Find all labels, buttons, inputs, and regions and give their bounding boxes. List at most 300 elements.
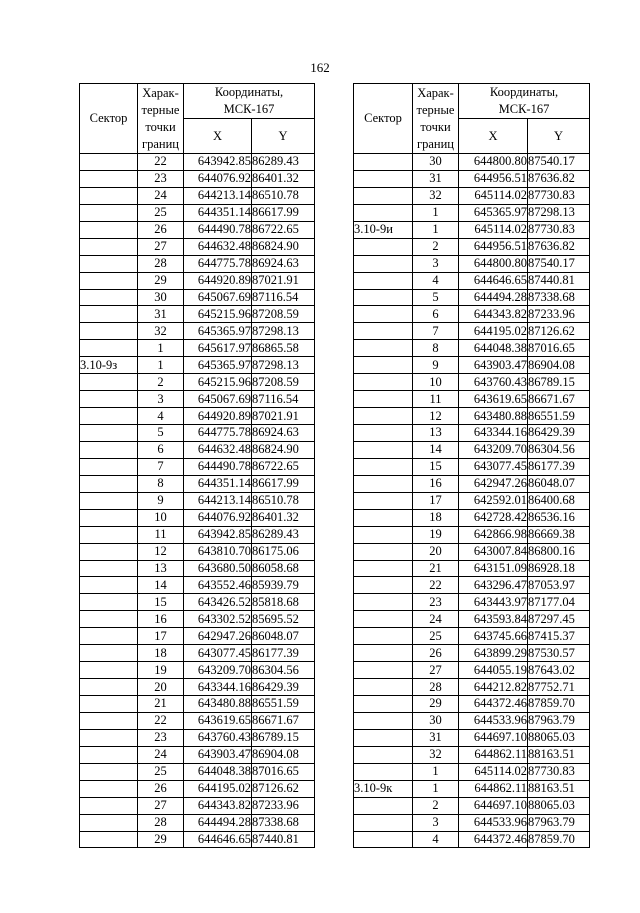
y-cell: 86928.18 — [528, 560, 590, 577]
sector-cell — [80, 492, 138, 509]
table-row — [354, 831, 590, 848]
point-cell: 4 — [138, 408, 184, 425]
y-cell: 86669.38 — [528, 526, 590, 543]
y-cell: 86401.32 — [252, 509, 315, 526]
sector-cell — [80, 577, 138, 594]
table-row — [80, 255, 315, 272]
table-row — [354, 712, 590, 729]
x-cell: 642728.42 — [459, 509, 528, 526]
table-row — [354, 425, 590, 442]
sector-cell — [354, 255, 413, 272]
y-cell: 86510.78 — [252, 492, 315, 509]
table-row — [354, 628, 590, 645]
point-cell: 32 — [413, 187, 459, 204]
x-cell: 643209.70 — [184, 662, 252, 679]
table-row — [354, 797, 590, 814]
x-cell: 645067.69 — [184, 289, 252, 306]
sector-cell — [354, 543, 413, 560]
x-cell: 643151.09 — [459, 560, 528, 577]
y-cell: 86789.15 — [252, 729, 315, 746]
y-cell: 87233.96 — [252, 797, 315, 814]
point-cell: 30 — [413, 712, 459, 729]
y-cell: 87233.96 — [528, 306, 590, 323]
point-cell: 32 — [413, 746, 459, 763]
table-row — [80, 492, 315, 509]
x-cell: 643593.84 — [459, 611, 528, 628]
point-cell: 5 — [138, 425, 184, 442]
y-cell: 85818.68 — [252, 594, 315, 611]
sector-cell — [354, 594, 413, 611]
y-cell: 87963.79 — [528, 712, 590, 729]
table-row — [354, 746, 590, 763]
x-cell: 644775.78 — [184, 255, 252, 272]
sector-cell — [80, 221, 138, 238]
table-row — [80, 729, 315, 746]
x-cell: 643296.47 — [459, 577, 528, 594]
sector-cell — [354, 797, 413, 814]
x-cell: 643077.45 — [459, 458, 528, 475]
y-cell: 87530.57 — [528, 645, 590, 662]
point-cell: 28 — [413, 679, 459, 696]
x-cell: 643552.46 — [184, 577, 252, 594]
x-cell: 644646.65 — [459, 272, 528, 289]
table-row — [354, 594, 590, 611]
table-row — [80, 475, 315, 492]
page-number: 162 — [310, 60, 330, 75]
point-cell: 3 — [413, 255, 459, 272]
x-cell: 643302.52 — [184, 611, 252, 628]
sector-cell — [80, 238, 138, 255]
sector-cell — [354, 526, 413, 543]
y-cell: 87208.59 — [252, 374, 315, 391]
x-cell: 644956.51 — [459, 170, 528, 187]
table-row — [80, 763, 315, 780]
point-cell: 28 — [138, 255, 184, 272]
x-cell: 644533.96 — [459, 814, 528, 831]
point-cell: 31 — [413, 729, 459, 746]
header-x: X — [184, 119, 252, 154]
y-cell: 86722.65 — [252, 458, 315, 475]
point-cell: 25 — [138, 204, 184, 221]
sector-cell — [80, 543, 138, 560]
table-row — [354, 729, 590, 746]
table-row — [80, 306, 315, 323]
table-row — [354, 662, 590, 679]
table-row — [80, 662, 315, 679]
table-row — [354, 509, 590, 526]
sector-cell — [80, 797, 138, 814]
sector-cell — [80, 374, 138, 391]
table-row — [354, 475, 590, 492]
y-cell: 87053.97 — [528, 577, 590, 594]
y-cell: 86429.39 — [528, 425, 590, 442]
sector-cell — [354, 441, 413, 458]
sector-cell — [354, 763, 413, 780]
x-cell: 644920.89 — [184, 408, 252, 425]
table-row — [354, 154, 590, 171]
y-cell: 87338.68 — [528, 289, 590, 306]
sector-cell — [80, 204, 138, 221]
y-cell: 87208.59 — [252, 306, 315, 323]
x-cell: 644956.51 — [459, 238, 528, 255]
x-cell: 643480.88 — [184, 696, 252, 713]
x-cell: 645114.02 — [459, 763, 528, 780]
header-coords: Координаты, МСК-167 — [459, 84, 590, 119]
sector-cell — [80, 475, 138, 492]
sector-cell — [354, 272, 413, 289]
table-row — [354, 577, 590, 594]
point-cell: 11 — [413, 391, 459, 408]
sector-cell — [354, 425, 413, 442]
table-row — [354, 238, 590, 255]
sector-cell — [80, 441, 138, 458]
y-cell: 87440.81 — [252, 831, 315, 848]
table-row — [354, 170, 590, 187]
y-cell: 86510.78 — [252, 187, 315, 204]
sector-cell — [80, 679, 138, 696]
y-cell: 87440.81 — [528, 272, 590, 289]
coordinates-table-left — [79, 83, 315, 848]
sector-cell — [354, 696, 413, 713]
table-row — [80, 441, 315, 458]
point-cell: 1 — [138, 340, 184, 357]
y-cell: 86671.67 — [528, 391, 590, 408]
header-points: Харак- терные точки границ — [138, 84, 184, 154]
table-row — [354, 814, 590, 831]
y-cell: 86824.90 — [252, 238, 315, 255]
x-cell: 644372.46 — [459, 831, 528, 848]
y-cell: 87297.45 — [528, 611, 590, 628]
x-cell: 644490.78 — [184, 458, 252, 475]
sector-cell — [354, 357, 413, 374]
sector-cell — [354, 187, 413, 204]
table-row — [354, 357, 590, 374]
sector-cell — [80, 170, 138, 187]
table-row — [354, 272, 590, 289]
point-cell: 6 — [413, 306, 459, 323]
sector-cell — [80, 425, 138, 442]
x-cell: 643810.70 — [184, 543, 252, 560]
x-cell: 644343.82 — [459, 306, 528, 323]
point-cell: 26 — [413, 645, 459, 662]
x-cell: 643426.52 — [184, 594, 252, 611]
y-cell: 87730.83 — [528, 187, 590, 204]
point-cell: 18 — [413, 509, 459, 526]
sector-cell — [80, 289, 138, 306]
table-row — [354, 645, 590, 662]
x-cell: 644632.48 — [184, 238, 252, 255]
table-row — [354, 780, 590, 797]
y-cell: 86058.68 — [252, 560, 315, 577]
x-cell: 644055.19 — [459, 662, 528, 679]
point-cell: 24 — [138, 187, 184, 204]
point-cell: 12 — [138, 543, 184, 560]
sector-cell — [354, 746, 413, 763]
sector-cell — [80, 272, 138, 289]
point-cell: 29 — [413, 696, 459, 713]
y-cell: 86789.15 — [528, 374, 590, 391]
point-cell: 8 — [138, 475, 184, 492]
x-cell: 643480.88 — [459, 408, 528, 425]
coordinates-table-right — [353, 83, 590, 848]
x-cell: 645114.02 — [459, 221, 528, 238]
x-cell: 644351.14 — [184, 475, 252, 492]
table-row — [80, 712, 315, 729]
table-row — [354, 187, 590, 204]
y-cell: 86048.07 — [528, 475, 590, 492]
table-row — [80, 357, 315, 374]
point-cell: 20 — [413, 543, 459, 560]
y-cell: 87636.82 — [528, 238, 590, 255]
x-cell: 643344.16 — [184, 679, 252, 696]
header-points: Харак- терные точки границ — [413, 84, 459, 154]
y-cell: 86551.59 — [528, 408, 590, 425]
sector-cell — [80, 408, 138, 425]
point-cell: 16 — [413, 475, 459, 492]
point-cell: 9 — [413, 357, 459, 374]
table-row — [354, 255, 590, 272]
point-cell: 30 — [138, 289, 184, 306]
header-y: Y — [528, 119, 590, 154]
x-cell: 644775.78 — [184, 425, 252, 442]
x-cell: 643745.66 — [459, 628, 528, 645]
point-cell: 3 — [138, 391, 184, 408]
x-cell: 644800.80 — [459, 154, 528, 171]
x-cell: 644533.96 — [459, 712, 528, 729]
x-cell: 644048.38 — [459, 340, 528, 357]
sector-cell — [80, 340, 138, 357]
point-cell: 25 — [413, 628, 459, 645]
x-cell: 643619.65 — [184, 712, 252, 729]
y-cell: 87116.54 — [252, 391, 315, 408]
x-cell: 644213.14 — [184, 187, 252, 204]
x-cell: 645215.96 — [184, 374, 252, 391]
sector-cell — [354, 408, 413, 425]
point-cell: 26 — [138, 221, 184, 238]
x-cell: 644920.89 — [184, 272, 252, 289]
point-cell: 18 — [138, 645, 184, 662]
point-cell: 4 — [413, 272, 459, 289]
table-row — [80, 238, 315, 255]
table-body-left — [80, 154, 315, 848]
header-y: Y — [252, 119, 315, 154]
sector-cell — [80, 187, 138, 204]
table-row — [354, 526, 590, 543]
x-cell: 645365.97 — [459, 204, 528, 221]
point-cell: 27 — [138, 238, 184, 255]
table-row — [354, 374, 590, 391]
point-cell: 19 — [413, 526, 459, 543]
y-cell: 86824.90 — [252, 441, 315, 458]
table-row — [354, 340, 590, 357]
point-cell: 2 — [138, 374, 184, 391]
x-cell: 642947.26 — [184, 628, 252, 645]
table-row — [354, 458, 590, 475]
sector-cell — [354, 458, 413, 475]
y-cell: 87126.62 — [252, 780, 315, 797]
sector-cell — [354, 662, 413, 679]
sector-cell — [80, 458, 138, 475]
table-row — [354, 289, 590, 306]
x-cell: 643760.43 — [184, 729, 252, 746]
point-cell: 6 — [138, 441, 184, 458]
x-cell: 644213.14 — [184, 492, 252, 509]
point-cell: 15 — [413, 458, 459, 475]
point-cell: 30 — [413, 154, 459, 171]
table-row — [80, 543, 315, 560]
y-cell: 86924.63 — [252, 255, 315, 272]
x-cell: 645365.97 — [184, 323, 252, 340]
x-cell: 643077.45 — [184, 645, 252, 662]
x-cell: 644632.48 — [184, 441, 252, 458]
x-cell: 644212.82 — [459, 679, 528, 696]
table-row — [80, 154, 315, 171]
point-cell: 23 — [413, 594, 459, 611]
point-cell: 5 — [413, 289, 459, 306]
point-cell: 10 — [138, 509, 184, 526]
x-cell: 642866.98 — [459, 526, 528, 543]
point-cell: 1 — [138, 357, 184, 374]
table-row — [80, 340, 315, 357]
x-cell: 644494.28 — [184, 814, 252, 831]
sector-cell — [354, 492, 413, 509]
point-cell: 1 — [413, 204, 459, 221]
table-row — [80, 509, 315, 526]
table-row — [80, 645, 315, 662]
table-row — [80, 797, 315, 814]
x-cell: 644646.65 — [184, 831, 252, 848]
sector-cell: 3.10-9и — [354, 221, 413, 238]
sector-cell — [354, 340, 413, 357]
x-cell: 643443.97 — [459, 594, 528, 611]
y-cell: 87752.71 — [528, 679, 590, 696]
table-row — [80, 458, 315, 475]
y-cell: 86177.39 — [252, 645, 315, 662]
x-cell: 645617.97 — [184, 340, 252, 357]
table-row — [80, 780, 315, 797]
x-cell: 644697.10 — [459, 729, 528, 746]
sector-cell — [354, 323, 413, 340]
y-cell: 86289.43 — [252, 526, 315, 543]
y-cell: 86800.16 — [528, 543, 590, 560]
point-cell: 21 — [138, 696, 184, 713]
x-cell: 643344.16 — [459, 425, 528, 442]
table-body-right — [354, 154, 590, 848]
y-cell: 86904.08 — [528, 357, 590, 374]
sector-cell — [80, 814, 138, 831]
point-cell: 23 — [138, 729, 184, 746]
y-cell: 88163.51 — [528, 746, 590, 763]
y-cell: 87126.62 — [528, 323, 590, 340]
table-row — [354, 441, 590, 458]
table-row — [80, 611, 315, 628]
y-cell: 87298.13 — [252, 357, 315, 374]
table-row — [80, 374, 315, 391]
point-cell: 19 — [138, 662, 184, 679]
y-cell: 87730.83 — [528, 221, 590, 238]
table-row — [80, 696, 315, 713]
sector-cell — [80, 662, 138, 679]
y-cell: 87730.83 — [528, 763, 590, 780]
point-cell: 2 — [413, 797, 459, 814]
table-row — [354, 323, 590, 340]
table-row — [80, 187, 315, 204]
x-cell: 644862.11 — [459, 780, 528, 797]
table-row — [80, 408, 315, 425]
header-coords: Координаты, МСК-167 — [184, 84, 315, 119]
sector-cell — [80, 712, 138, 729]
sector-cell — [354, 831, 413, 848]
x-cell: 643942.85 — [184, 526, 252, 543]
x-cell: 644490.78 — [184, 221, 252, 238]
point-cell: 10 — [413, 374, 459, 391]
point-cell: 29 — [138, 272, 184, 289]
x-cell: 642947.26 — [459, 475, 528, 492]
sector-cell — [80, 729, 138, 746]
y-cell: 87338.68 — [252, 814, 315, 831]
table-row — [354, 611, 590, 628]
table-row — [80, 560, 315, 577]
table-row — [354, 543, 590, 560]
y-cell: 88065.03 — [528, 797, 590, 814]
point-cell: 29 — [138, 831, 184, 848]
y-cell: 87636.82 — [528, 170, 590, 187]
sector-cell — [80, 509, 138, 526]
point-cell: 2 — [413, 238, 459, 255]
y-cell: 86401.32 — [252, 170, 315, 187]
table-row — [80, 526, 315, 543]
sector-cell — [354, 645, 413, 662]
sector-cell — [354, 238, 413, 255]
sector-cell — [80, 306, 138, 323]
x-cell: 644800.80 — [459, 255, 528, 272]
y-cell: 85695.52 — [252, 611, 315, 628]
x-cell: 643899.29 — [459, 645, 528, 662]
point-cell: 7 — [413, 323, 459, 340]
x-cell: 643680.50 — [184, 560, 252, 577]
y-cell: 86304.56 — [528, 441, 590, 458]
table-row — [80, 594, 315, 611]
table-row — [80, 170, 315, 187]
point-cell: 26 — [138, 780, 184, 797]
y-cell: 86551.59 — [252, 696, 315, 713]
sector-cell: 3.10-9з — [80, 357, 138, 374]
x-cell: 645114.02 — [459, 187, 528, 204]
table-row — [80, 746, 315, 763]
x-cell: 645067.69 — [184, 391, 252, 408]
x-cell: 643942.85 — [184, 154, 252, 171]
y-cell: 87298.13 — [528, 204, 590, 221]
point-cell: 12 — [413, 408, 459, 425]
y-cell: 87963.79 — [528, 814, 590, 831]
x-cell: 644494.28 — [459, 289, 528, 306]
y-cell: 87415.37 — [528, 628, 590, 645]
y-cell: 87298.13 — [252, 323, 315, 340]
sector-cell — [80, 594, 138, 611]
table-row — [80, 204, 315, 221]
sector-cell — [354, 814, 413, 831]
table-row — [80, 425, 315, 442]
header-x: X — [459, 119, 528, 154]
sector-cell — [354, 577, 413, 594]
sector-cell — [80, 746, 138, 763]
point-cell: 32 — [138, 323, 184, 340]
table-row — [354, 306, 590, 323]
y-cell: 85939.79 — [252, 577, 315, 594]
y-cell: 87016.65 — [252, 763, 315, 780]
table-row — [354, 560, 590, 577]
sector-cell — [80, 696, 138, 713]
